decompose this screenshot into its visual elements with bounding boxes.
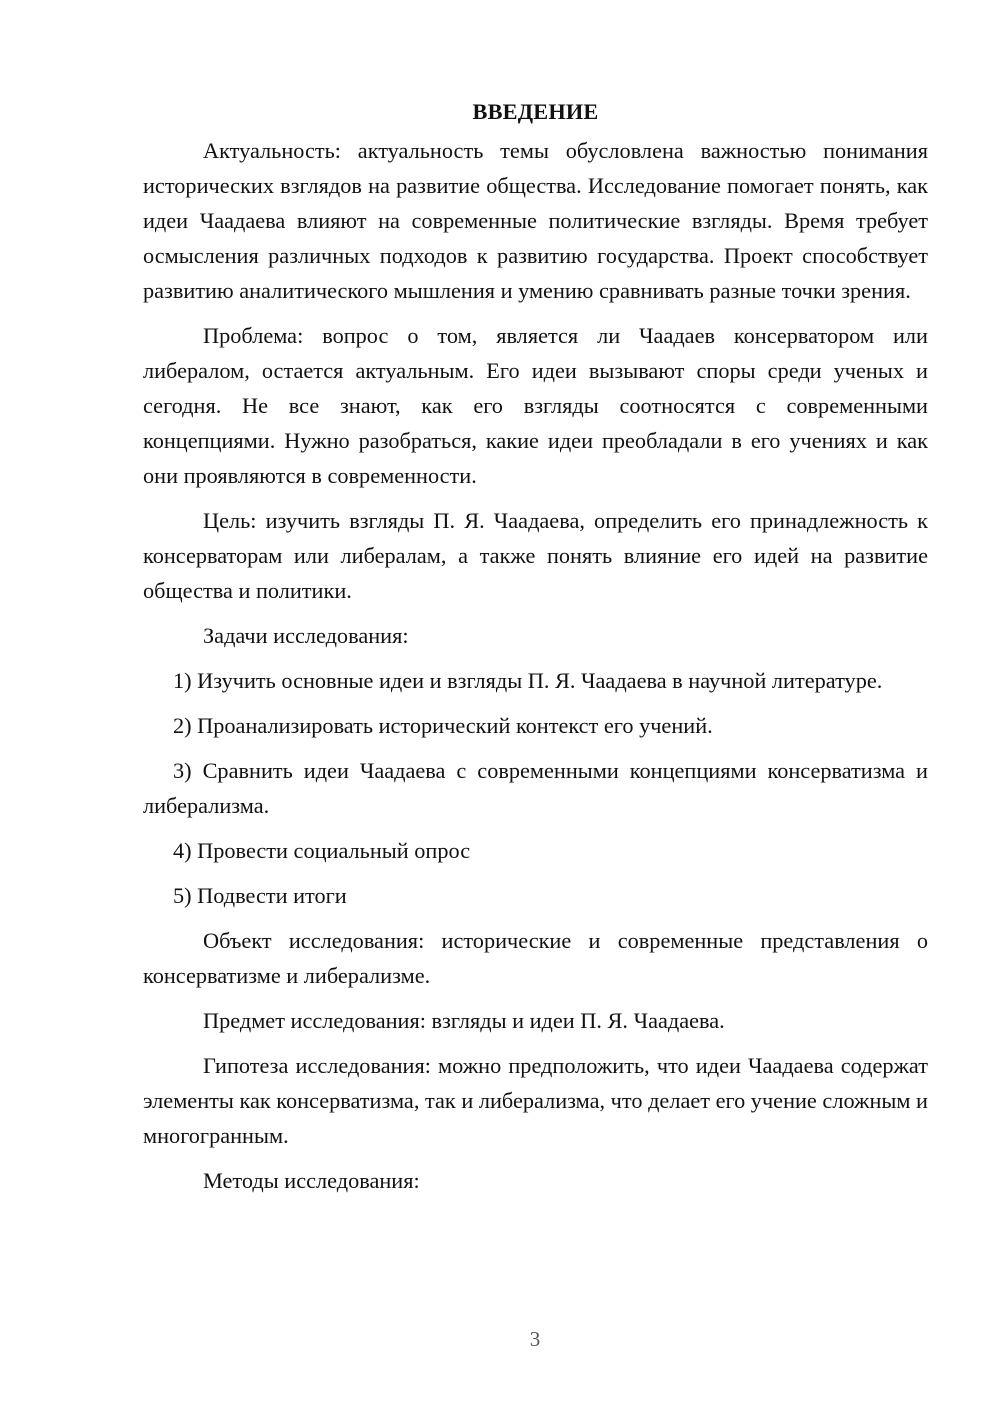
- paragraph-goal: Цель: изучить взгляды П. Я. Чаадаева, определить его принадлежность к консерваторам или либералам, а также понять влияние его идей на развитие общества и политики.: [143, 508, 928, 603]
- paragraph-object: Объект исследования: исторические и современные представления о консерватизме и либерализме.: [143, 928, 928, 988]
- paragraph-hypothesis: Гипотеза исследования: можно предположить, что идеи Чаадаева содержат элементы как консерватизма, так и либерализма, что делает его учение сложным и многогранным.: [143, 1053, 928, 1148]
- task-item-2: 2) Проанализировать исторический контекст его учений.: [173, 713, 713, 738]
- page-content: [143, 96, 928, 1198]
- paragraph-relevance: Актуальность: актуальность темы обусловлена важностью понимания исторических взглядов на развитие общества. Исследование помогает понять, как идеи Чаадаева влияют на современные политические взгляды. Время требует осмысления различных подходов к развитию государства. Проект способствует развитию аналитического мышления и умению сравнивать разные точки зрения.: [143, 138, 928, 303]
- section-heading: ВВЕДЕНИЕ: [472, 99, 599, 124]
- task-item-4: 4) Провести социальный опрос: [173, 838, 471, 863]
- tasks-title: Задачи исследования:: [203, 623, 409, 648]
- paragraph-problem: Проблема: вопрос о том, является ли Чаадаев консерватором или либералом, остается актуальным. Его идеи вызывают споры среди ученых и сегодня. Не все знают, как его взгляды соотносятся с современными концепциями. Нужно разобраться, какие идеи преобладали в его учениях и как они проявляются в современности.: [143, 323, 928, 488]
- methods-title: Методы исследования:: [203, 1168, 420, 1193]
- paragraph-subject: Предмет исследования: взгляды и идеи П. Я. Чаадаева.: [203, 1008, 725, 1033]
- task-item-5: 5) Подвести итоги: [173, 883, 347, 908]
- page-number: 3: [529, 1327, 541, 1351]
- task-item-1: 1) Изучить основные идеи и взгляды П. Я. Чаадаева в научной литературе.: [173, 668, 883, 693]
- task-item-3: 3) Сравнить идеи Чаадаева с современными концепциями консерватизма и либерализма.: [143, 758, 928, 818]
